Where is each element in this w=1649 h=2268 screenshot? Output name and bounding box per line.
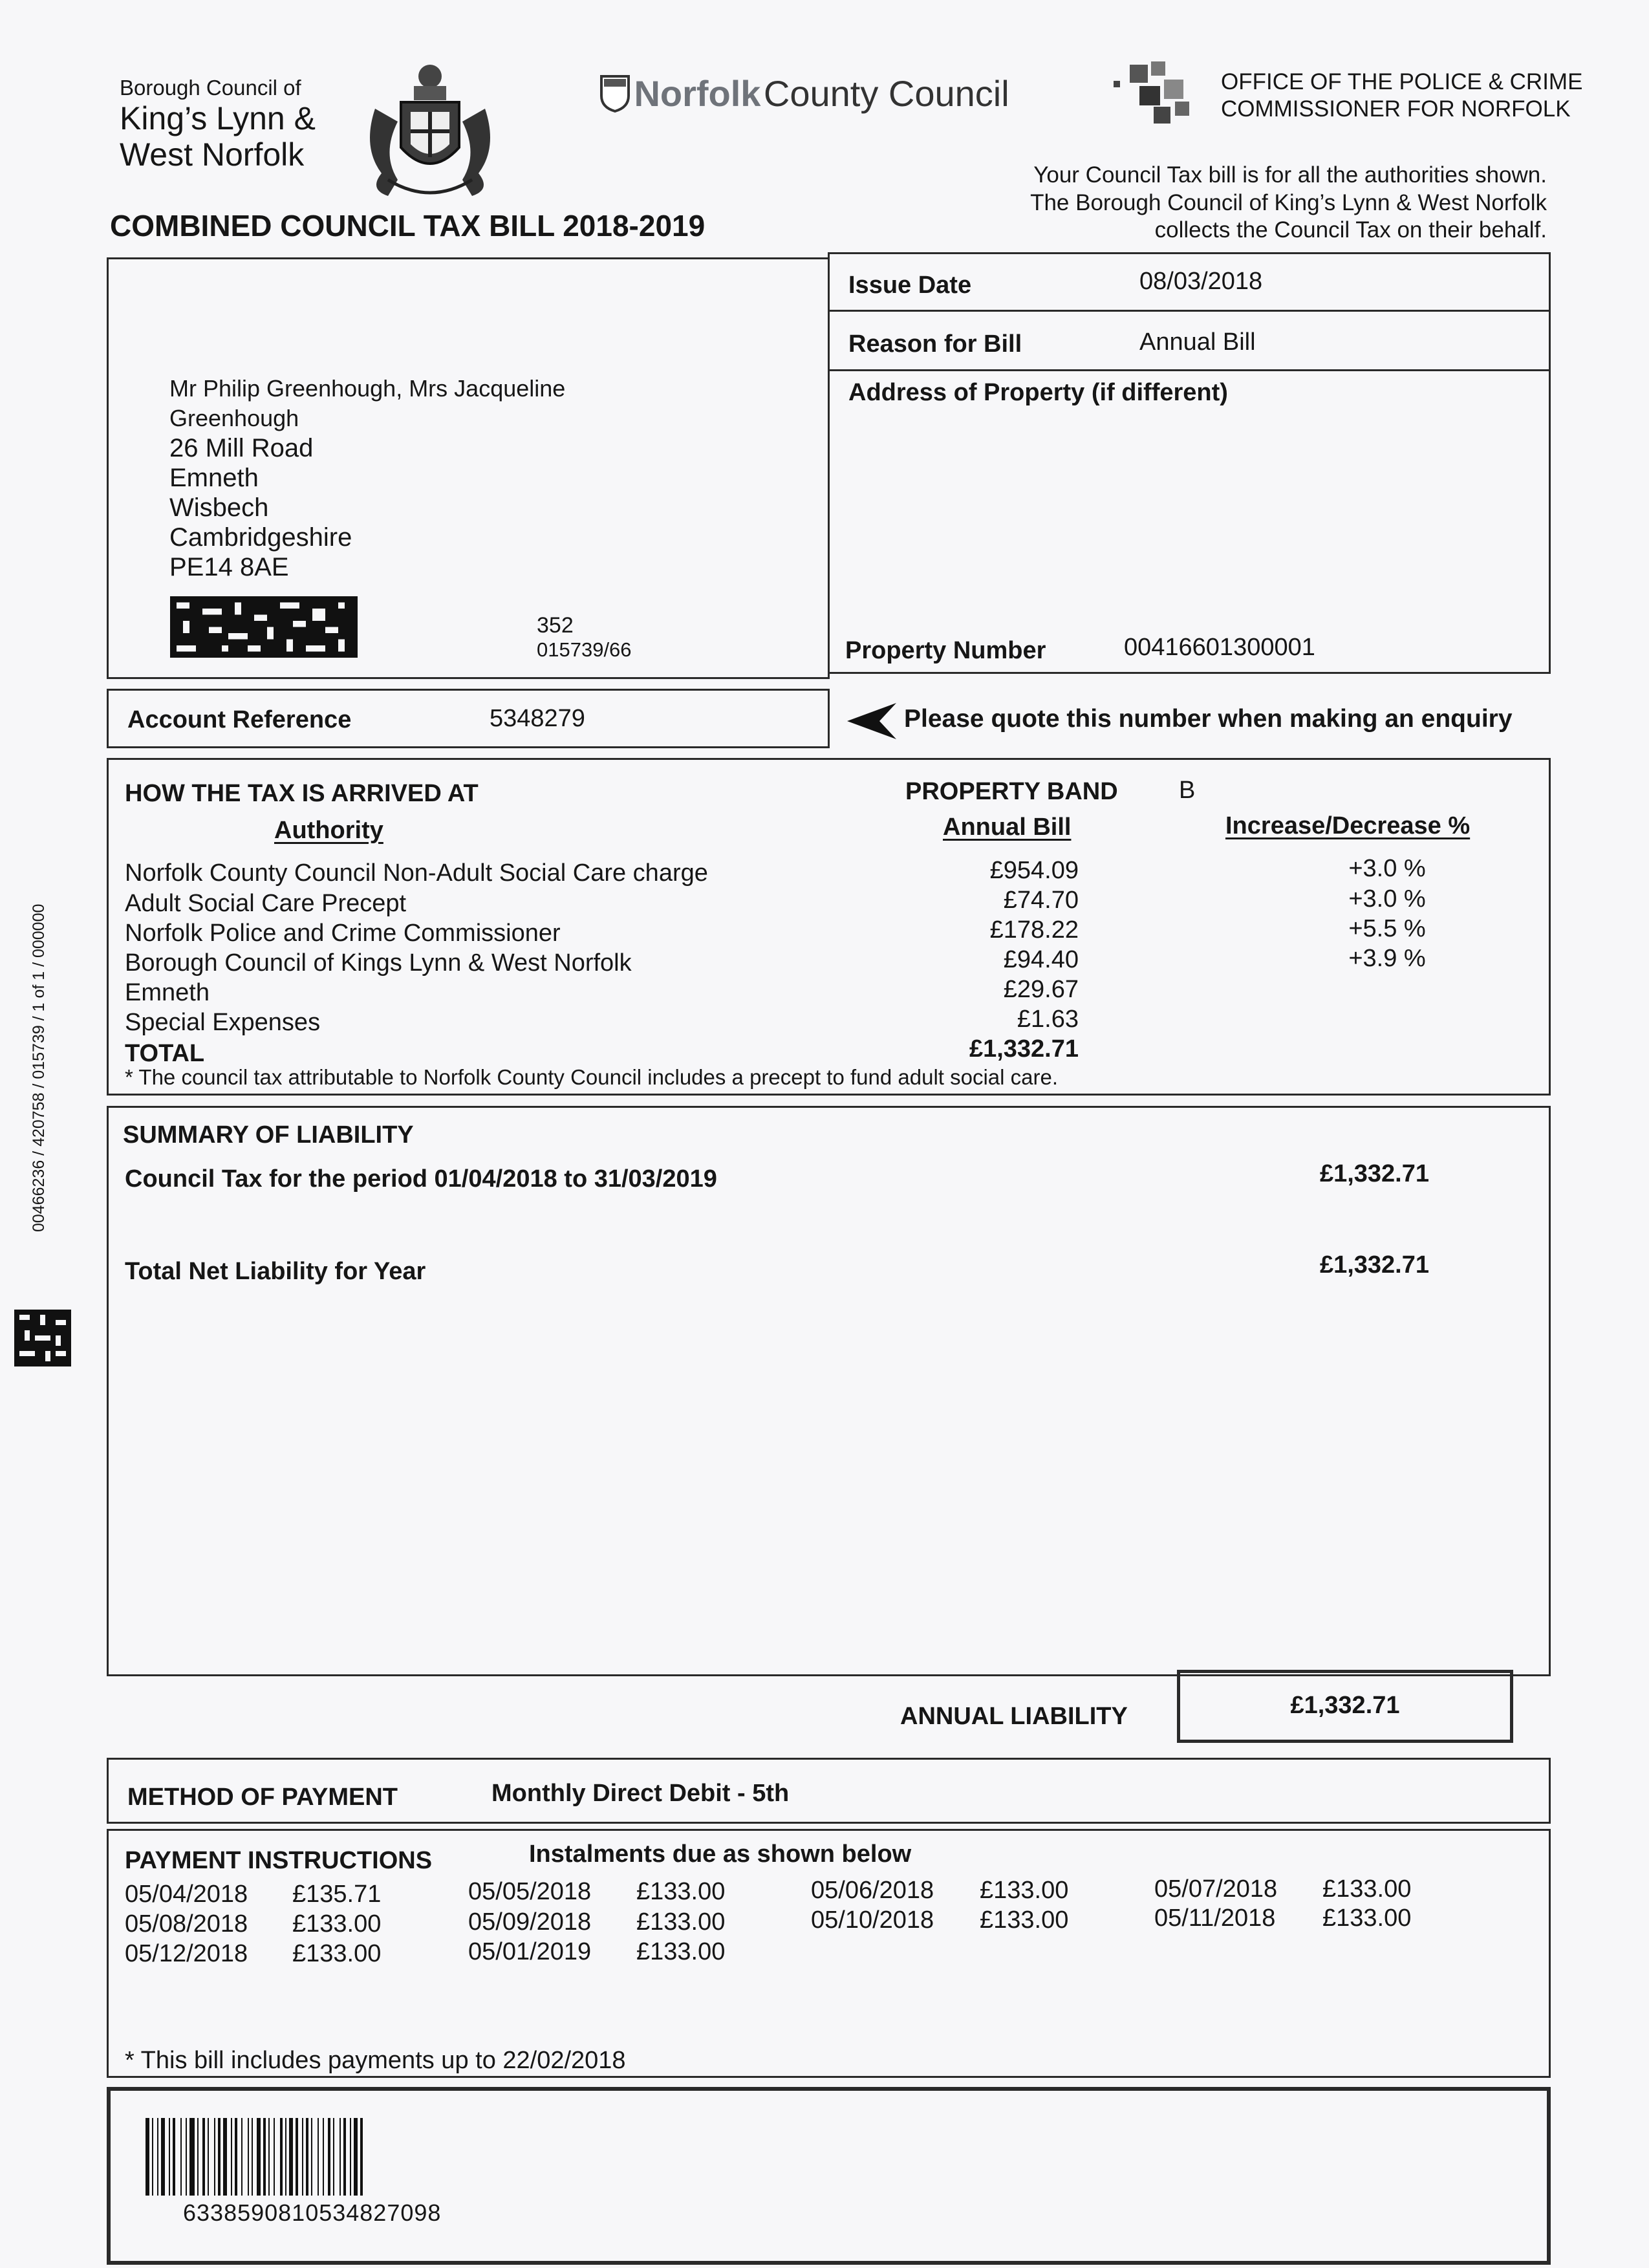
address-line: 26 Mill Road: [169, 434, 314, 462]
details-box: [828, 252, 1551, 674]
tax-authority: Borough Council of Kings Lynn & West Norfolk: [125, 949, 632, 977]
instalment-amount: £133.00: [636, 1908, 726, 1936]
barcode-bar: [189, 2118, 195, 2196]
barcode-bar: [248, 2118, 249, 2196]
linear-barcode: [146, 2118, 508, 2196]
barcode-bar: [161, 2118, 165, 2196]
mailing-ref2: 015739/66: [537, 638, 632, 662]
annual-liability-amount: £1,332.71: [1290, 1692, 1400, 1719]
coat-of-arms-icon: [362, 50, 498, 202]
band-value: B: [1179, 777, 1196, 804]
notice-line1: Your Council Tax bill is for all the authorities shown.: [1033, 162, 1547, 188]
property-number-value: 00416601300001: [1124, 634, 1315, 661]
police-office-text: [1221, 69, 1582, 123]
barcode-bar: [186, 2118, 187, 2196]
margin-datamatrix: [14, 1310, 71, 1366]
barcode-bar: [263, 2118, 266, 2196]
barcode-bar: [146, 2118, 149, 2196]
address-line: Mr Philip Greenhough, Mrs Jacqueline: [169, 375, 566, 402]
barcode-bar: [180, 2118, 182, 2196]
arrow-left-icon: [847, 702, 898, 740]
instalment-amount: £133.00: [292, 1910, 382, 1938]
borough-logo-text: [120, 76, 316, 173]
details-divider-1: [828, 310, 1551, 312]
barcode-bar: [289, 2118, 293, 2196]
tax-amount: £954.09: [989, 857, 1079, 884]
summary-heading: SUMMARY OF LIABILITY: [123, 1121, 414, 1149]
account-value: 5348279: [490, 705, 585, 732]
barcode-bar: [235, 2118, 237, 2196]
barcode-bar: [296, 2118, 298, 2196]
tax-authority: Norfolk County Council Non-Adult Social Care charge: [125, 859, 708, 887]
tax-amount: £178.22: [989, 916, 1079, 944]
side-code: 00466236 / 420758 / 015739 / 1 of 1 / 000000: [30, 903, 48, 1232]
barcode-bar: [214, 2118, 215, 2196]
barcode-bar: [218, 2118, 221, 2196]
address-line: Cambridgeshire: [169, 523, 352, 552]
instalment-date: 05/07/2018: [1154, 1875, 1278, 1903]
instalment-amount: £133.00: [636, 1938, 726, 1965]
tax-heading: HOW THE TAX IS ARRIVED AT: [125, 780, 479, 807]
barcode-bar: [318, 2118, 319, 2196]
barcode-bar: [343, 2118, 346, 2196]
barcode-bar: [306, 2118, 308, 2196]
summary-net-label: Total Net Liability for Year: [125, 1258, 426, 1285]
instalment-date: 05/06/2018: [811, 1877, 934, 1904]
norfolk-bold: Norfolk: [634, 73, 761, 114]
reason-label: Reason for Bill: [848, 330, 1022, 358]
tax-footnote: * The council tax attributable to Norfolk County Council includes a precept to fund adult social care.: [125, 1065, 1059, 1089]
barcode-bar: [252, 2118, 253, 2196]
datamatrix-barcode: [170, 596, 358, 658]
tax-change: +3.0 %: [1348, 885, 1426, 913]
barcode-bar: [333, 2118, 334, 2196]
barcode-bar: [354, 2118, 358, 2196]
barcode-bar: [328, 2118, 330, 2196]
address-line: Emneth: [169, 464, 259, 492]
instalment-amount: £135.71: [292, 1881, 382, 1908]
col-authority: Authority: [274, 817, 383, 844]
tax-total-value: £1,332.71: [969, 1035, 1079, 1063]
barcode-bar: [152, 2118, 153, 2196]
mailing-ref: [537, 613, 632, 662]
barcode-bar: [157, 2118, 158, 2196]
issue-date-label: Issue Date: [848, 272, 972, 299]
police-logo-icon: [1114, 61, 1201, 126]
tax-amount: £94.40: [1003, 946, 1079, 973]
instalment-date: 05/01/2019: [468, 1938, 592, 1965]
col-change: Increase/Decrease %: [1225, 812, 1471, 839]
issue-date-value: 08/03/2018: [1139, 268, 1263, 295]
barcode-bar: [350, 2118, 351, 2196]
collection-notice: [1030, 162, 1547, 244]
barcode-bar: [339, 2118, 341, 2196]
instalment-date: 05/11/2018: [1154, 1905, 1276, 1932]
barcode-bar: [274, 2118, 275, 2196]
instalment-amount: £133.00: [1322, 1905, 1412, 1932]
instalment-date: 05/05/2018: [468, 1878, 592, 1905]
instalment-amount: £133.00: [980, 1906, 1069, 1934]
barcode-bar: [231, 2118, 232, 2196]
instalment-date: 05/08/2018: [125, 1910, 248, 1938]
tax-change: +3.9 %: [1348, 945, 1426, 972]
notice-line3: collects the Council Tax on their behalf.: [1154, 217, 1547, 243]
address-line: Wisbech: [169, 493, 269, 522]
details-divider-2: [828, 369, 1551, 371]
annual-liability-label: ANNUAL LIABILITY: [900, 1703, 1128, 1730]
tax-authority: Adult Social Care Precept: [125, 890, 407, 917]
norfolk-cc-logo: [599, 72, 1009, 118]
method-label: METHOD OF PAYMENT: [127, 1784, 398, 1811]
summary-period-amount: £1,332.71: [1319, 1160, 1429, 1187]
bill-title: COMBINED COUNCIL TAX BILL 2018-2019: [110, 209, 706, 243]
barcode-bar: [202, 2118, 205, 2196]
barcode-bar: [197, 2118, 199, 2196]
barcode-bar: [280, 2118, 283, 2196]
borough-line2: King’s Lynn &: [120, 100, 316, 136]
barcode-bar: [323, 2118, 324, 2196]
instalment-date: 05/09/2018: [468, 1908, 592, 1936]
tax-amount: £29.67: [1003, 976, 1079, 1003]
tax-amount: £1.63: [1017, 1006, 1079, 1033]
col-annual-bill: Annual Bill: [943, 814, 1072, 841]
norfolk-shield-icon: [599, 74, 631, 114]
borough-line1: Borough Council of: [120, 76, 301, 100]
tax-change: +5.5 %: [1348, 915, 1426, 942]
instalment-date: 05/12/2018: [125, 1940, 248, 1967]
band-label: PROPERTY BAND: [905, 778, 1118, 805]
barcode-bar: [241, 2118, 242, 2196]
method-value: Monthly Direct Debit - 5th: [491, 1780, 790, 1807]
barcode-bar: [285, 2118, 286, 2196]
property-address-label: Address of Property (if different): [848, 379, 1228, 406]
police-line1: OFFICE OF THE POLICE & CRIME: [1221, 69, 1583, 94]
police-line2: COMMISSIONER FOR NORFOLK: [1221, 96, 1571, 122]
account-label: Account Reference: [127, 706, 352, 733]
summary-net-amount: £1,332.71: [1319, 1251, 1429, 1279]
tax-change: +3.0 %: [1348, 855, 1426, 882]
tax-total-label: TOTAL: [125, 1040, 205, 1067]
instalment-amount: £133.00: [636, 1878, 726, 1905]
tax-amount: £74.70: [1003, 887, 1079, 914]
barcode-bar: [360, 2118, 363, 2196]
instalment-date: 05/04/2018: [125, 1881, 248, 1908]
norfolk-rest: County Council: [763, 73, 1009, 114]
instalment-date: 05/10/2018: [811, 1906, 934, 1934]
tax-authority: Emneth: [125, 979, 210, 1006]
barcode-bar: [302, 2118, 303, 2196]
notice-line2: The Borough Council of King’s Lynn & West Norfolk: [1030, 189, 1547, 215]
mailing-ref1: 352: [537, 613, 574, 638]
address-line: Greenhough: [169, 405, 299, 431]
instalment-amount: £133.00: [1322, 1875, 1412, 1903]
instalment-amount: £133.00: [980, 1877, 1069, 1904]
barcode-bar: [173, 2118, 175, 2196]
barcode-bar: [257, 2118, 261, 2196]
barcode-bar: [169, 2118, 170, 2196]
property-number-label: Property Number: [845, 637, 1046, 664]
instalment-amount: £133.00: [292, 1940, 382, 1967]
borough-line3: West Norfolk: [120, 136, 305, 173]
address-line: PE14 8AE: [169, 553, 289, 581]
barcode-number: 6338590810534827098: [183, 2199, 442, 2226]
summary-period-label: Council Tax for the period 01/04/2018 to 31/03/2019: [125, 1165, 717, 1193]
payments-footnote: * This bill includes payments up to 22/02/2018: [125, 2047, 626, 2074]
payments-heading: PAYMENT INSTRUCTIONS: [125, 1847, 433, 1874]
addressee-lines: [169, 374, 565, 582]
barcode-bar: [208, 2118, 209, 2196]
tax-authority: Norfolk Police and Crime Commissioner: [125, 920, 561, 947]
barcode-bar: [311, 2118, 312, 2196]
tax-authority: Special Expenses: [125, 1009, 321, 1036]
payments-subheading: Instalments due as shown below: [529, 1841, 912, 1868]
reason-value: Annual Bill: [1139, 329, 1256, 356]
barcode-bar: [223, 2118, 227, 2196]
enquiry-note: Please quote this number when making an enquiry: [904, 705, 1513, 733]
barcode-bar: [268, 2118, 270, 2196]
